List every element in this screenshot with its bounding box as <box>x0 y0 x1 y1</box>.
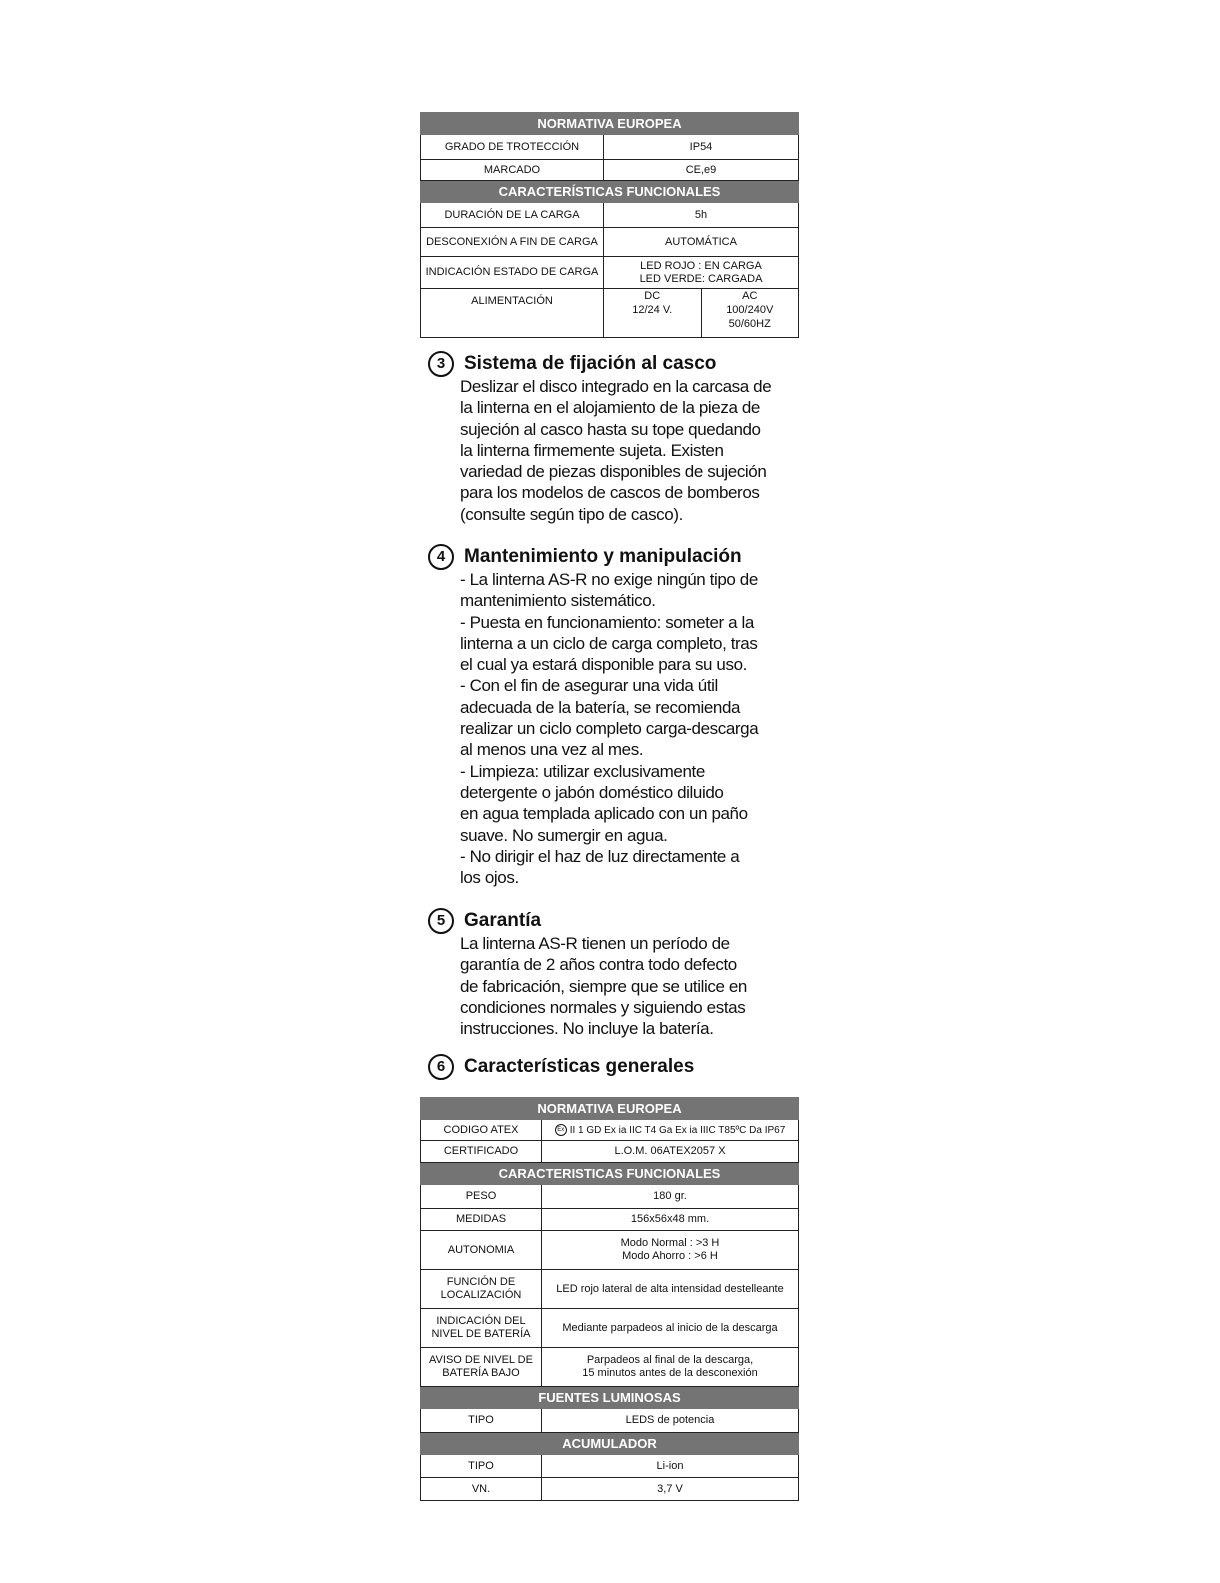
label-line: LOCALIZACIÓN <box>440 1289 522 1301</box>
table-row <box>421 1141 799 1163</box>
ac-value: 100/240V <box>726 304 774 316</box>
table-row <box>421 203 799 228</box>
text-line: al menos una vez al mes. <box>460 740 644 760</box>
table-row <box>421 228 799 257</box>
value-line: 15 minutos antes de la desconexión <box>582 1367 758 1379</box>
row-value: CE,e9 <box>604 160 799 181</box>
table-row <box>421 1478 799 1501</box>
section-heading <box>428 909 808 933</box>
table-row <box>421 289 799 338</box>
row-value: IP54 <box>604 135 799 160</box>
table-header <box>421 1433 799 1455</box>
specs-table-bottom <box>420 1097 799 1501</box>
row-value: 3,7 V <box>542 1478 799 1501</box>
table-row <box>421 1231 799 1270</box>
text-line: condiciones normales y siguiendo estas <box>460 997 746 1017</box>
row-value <box>604 257 799 289</box>
table-row <box>421 1120 799 1141</box>
row-label: MARCADO <box>421 160 604 181</box>
table-row <box>421 1209 799 1231</box>
alimentacion-value <box>604 289 799 338</box>
row-value <box>542 1348 799 1387</box>
dc-ac-split <box>604 289 798 337</box>
section-body <box>460 569 808 888</box>
table-row <box>421 1409 799 1433</box>
row-value: Li-ion <box>542 1455 799 1478</box>
text-line: detergente o jabón doméstico diluido <box>460 782 724 802</box>
text-line: - Puesta en funcionamiento: someter a la <box>460 612 754 632</box>
row-label <box>421 1270 542 1309</box>
text-line: el cual ya estará disponible para su uso. <box>460 655 747 675</box>
row-value: Mediante parpadeos al inicio de la descarga <box>542 1309 799 1348</box>
text-line: en agua templada aplicado con un paño <box>460 804 748 824</box>
label-line: AVISO DE NIVEL DE <box>429 1354 533 1366</box>
atex-value: II 1 GD Ex ia IIC T4 Ga Ex ia IIIC T85ºC Da IP67 <box>569 1124 786 1136</box>
section-fijacion <box>428 352 808 525</box>
row-value: 180 gr. <box>542 1185 799 1209</box>
text-line: instrucciones. No incluye la batería. <box>460 1019 714 1039</box>
text-line: - La linterna AS-R no exige ningún tipo de <box>460 570 758 589</box>
table-row <box>421 1455 799 1478</box>
table-row <box>421 160 799 181</box>
table-row <box>421 1270 799 1309</box>
text-line: Deslizar el disco integrado en la carcasa de <box>460 377 772 396</box>
table-row <box>421 1309 799 1348</box>
header-fuentes: FUENTES LUMINOSAS <box>421 1387 799 1409</box>
section-heading <box>428 352 808 376</box>
text-line: realizar un ciclo completo carga-descarga <box>460 719 759 739</box>
table-row <box>421 135 799 160</box>
row-label: CODIGO ATEX <box>421 1120 542 1141</box>
section-garantia <box>428 909 808 1039</box>
section-number: 5 <box>428 908 454 934</box>
section-heading <box>428 1055 808 1079</box>
section-heading <box>428 545 808 569</box>
text-line: adecuada de la batería, se recomienda <box>460 697 741 717</box>
dc-title: DC <box>644 290 661 302</box>
row-label: AUTONOMIA <box>421 1231 542 1270</box>
row-value: LED rojo lateral de alta intensidad destelleante <box>542 1270 799 1309</box>
section-title: Sistema de fijación al casco <box>464 353 717 374</box>
text-line: de fabricación, siempre que se utilice en <box>460 976 747 996</box>
section-mantenimiento <box>428 545 808 888</box>
ac-title: AC <box>742 290 758 302</box>
row-label: TIPO <box>421 1455 542 1478</box>
table-header <box>421 1163 799 1185</box>
section-number: 4 <box>428 544 454 570</box>
label-line: BATERÍA BAJO <box>442 1367 520 1379</box>
row-value <box>542 1231 799 1270</box>
row-label: DURACIÓN DE LA CARGA <box>421 203 604 228</box>
row-label: PESO <box>421 1185 542 1209</box>
text-line: variedad de piezas disponibles de sujeción <box>460 462 767 482</box>
row-label: VN. <box>421 1478 542 1501</box>
row-label: ALIMENTACIÓN <box>421 289 604 338</box>
row-label <box>421 1309 542 1348</box>
header-caracteristicas: CARACTERÍSTICAS FUNCIONALES <box>421 181 799 203</box>
row-label: TIPO <box>421 1409 542 1433</box>
text-line: la linterna firmemente sujeta. Existen <box>460 440 724 460</box>
text-line: los ojos. <box>460 868 519 888</box>
value-line: LED VERDE: CARGADA <box>639 272 763 285</box>
row-value: AUTOMÁTICA <box>604 228 799 257</box>
row-value: 156x56x48 mm. <box>542 1209 799 1231</box>
header-acumulador: ACUMULADOR <box>421 1433 799 1455</box>
section-title: Mantenimiento y manipulación <box>464 546 742 567</box>
text-line: - Con el fin de asegurar una vida útil <box>460 676 718 696</box>
row-value: LEDS de potencia <box>542 1409 799 1433</box>
dc-column <box>604 289 702 337</box>
specs-table-top <box>420 112 799 338</box>
table-row <box>421 1348 799 1387</box>
text-line: para los modelos de cascos de bomberos <box>460 483 760 503</box>
header-caracteristicas: CARACTERISTICAS FUNCIONALES <box>421 1163 799 1185</box>
label-line: FUNCIÓN DE <box>446 1276 516 1288</box>
atex-ex-icon: Ex <box>555 1124 567 1136</box>
label-line: INDICACIÓN DEL <box>436 1315 526 1327</box>
table-header <box>421 1098 799 1120</box>
text-line: la linterna en el alojamiento de la pieza de <box>460 398 760 418</box>
row-label: GRADO DE TROTECCIÓN <box>421 135 604 160</box>
row-value: L.O.M. 06ATEX2057 X <box>542 1141 799 1163</box>
text-line: - Limpieza: utilizar exclusivamente <box>460 761 705 781</box>
value-line: Modo Normal : >3 H <box>620 1237 720 1249</box>
text-line: linterna a un ciclo de carga completo, tras <box>460 633 758 653</box>
section-number: 3 <box>428 351 454 377</box>
text-line: garantía de 2 años contra todo defecto <box>460 955 737 975</box>
section-title: Garantía <box>464 910 542 931</box>
ac-value: 50/60HZ <box>728 318 771 330</box>
text-line: La linterna AS-R tienen un período de <box>460 934 730 953</box>
row-value <box>542 1120 799 1141</box>
table-header <box>421 181 799 203</box>
header-normativa: NORMATIVA EUROPEA <box>421 113 799 135</box>
text-line: suave. No sumergir en agua. <box>460 825 668 845</box>
table-header <box>421 113 799 135</box>
text-line: (consulte según tipo de casco). <box>460 504 683 524</box>
dc-value: 12/24 V. <box>632 304 673 316</box>
table-row <box>421 257 799 289</box>
text-line: - No dirigir el haz de luz directamente a <box>460 846 740 866</box>
text-line: sujeción al casco hasta su tope quedando <box>460 419 761 439</box>
section-number: 6 <box>428 1054 454 1080</box>
row-label: DESCONEXIÓN A FIN DE CARGA <box>421 228 604 257</box>
label-line: NIVEL DE BATERÍA <box>431 1328 531 1340</box>
row-label: MEDIDAS <box>421 1209 542 1231</box>
header-normativa: NORMATIVA EUROPEA <box>421 1098 799 1120</box>
value-line: LED ROJO : EN CARGA <box>640 259 762 272</box>
row-label: CERTIFICADO <box>421 1141 542 1163</box>
section-caracteristicas <box>428 1055 808 1079</box>
row-label: INDICACIÓN ESTADO DE CARGA <box>421 257 604 289</box>
value-line: Parpadeos al final de la descarga, <box>586 1354 754 1366</box>
row-label <box>421 1348 542 1387</box>
text-line: mantenimiento sistemático. <box>460 591 656 611</box>
value-line: Modo Ahorro : >6 H <box>622 1250 718 1262</box>
table-header <box>421 1387 799 1409</box>
row-value: 5h <box>604 203 799 228</box>
section-body <box>460 933 808 1039</box>
table-row <box>421 1185 799 1209</box>
ac-column <box>702 289 799 337</box>
section-title: Características generales <box>464 1056 695 1077</box>
section-body <box>460 376 808 525</box>
